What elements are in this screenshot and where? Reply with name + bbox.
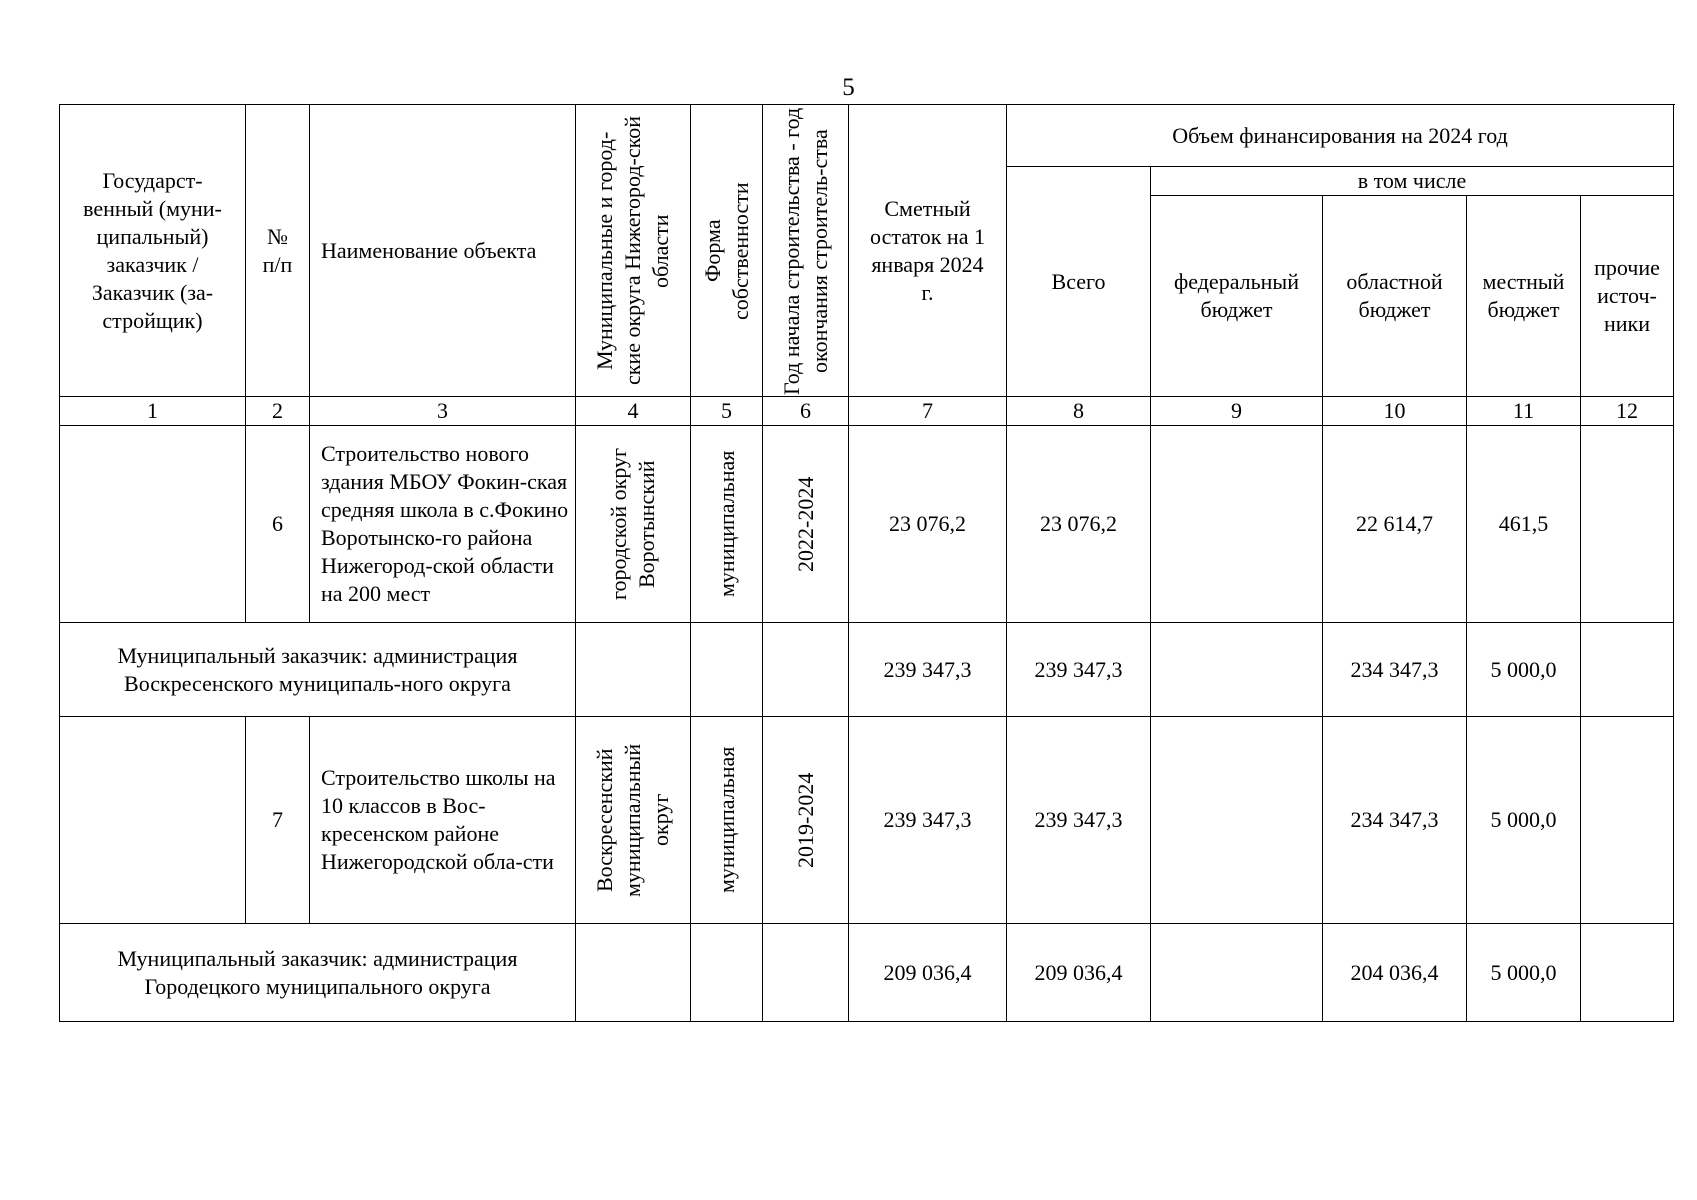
total-value: 209 036,4 [1007,924,1151,1022]
column-number: 7 [849,397,1007,426]
header-ownership: Форма собственности [691,105,763,397]
header-local: местный бюджет [1467,196,1581,397]
estimate-value: 239 347,3 [849,717,1007,924]
header-other: прочие источ-ники [1581,196,1674,397]
years [763,623,849,717]
object-row [60,717,1674,924]
regional-value: 234 347,3 [1323,623,1467,717]
object-row [60,426,1674,623]
other-value [1581,623,1674,717]
other-value [1581,717,1674,924]
ownership: муниципальная [691,426,763,623]
total-value: 239 347,3 [1007,623,1151,717]
other-value [1581,924,1674,1022]
local-value: 5 000,0 [1467,623,1581,717]
customer-row [60,623,1674,717]
header-row-1 [60,105,1674,167]
header-financing: Объем финансирования на 2024 год [1007,105,1674,167]
header-total: Всего [1007,167,1151,397]
column-number: 3 [310,397,576,426]
customer-cell [60,426,246,623]
federal-value [1151,623,1323,717]
column-number: 9 [1151,397,1323,426]
ownership: муниципальная [691,717,763,924]
ownership [691,924,763,1022]
total-value: 239 347,3 [1007,717,1151,924]
column-number: 5 [691,397,763,426]
years: 2019-2024 [763,717,849,924]
financing-table [59,104,1674,1022]
estimate-value: 239 347,3 [849,623,1007,717]
total-value: 23 076,2 [1007,426,1151,623]
customer-row [60,924,1674,1022]
years [763,924,849,1022]
header-number: № п/п [246,105,310,397]
row-number: 6 [246,426,310,623]
municipality: городской округ Воротынский [576,426,691,623]
column-number: 2 [246,397,310,426]
customer-cell [60,717,246,924]
page-number: 5 [842,74,855,101]
federal-value [1151,924,1323,1022]
local-value: 5 000,0 [1467,717,1581,924]
regional-value: 234 347,3 [1323,717,1467,924]
column-number: 11 [1467,397,1581,426]
header-estimate: Сметный остаток на 1 января 2024 г. [849,105,1007,397]
header-customer: Государст-венный (муни-ципальный) заказчик / Заказчик (за-стройщик) [60,105,246,397]
municipality [576,924,691,1022]
header-regional: областной бюджет [1323,196,1467,397]
column-number: 1 [60,397,246,426]
object-name: Строительство нового здания МБОУ Фокин-ская средняя школа в с.Фокино Воротынско-го района Нижегород-ской области на 200 мест [310,426,576,623]
regional-value: 22 614,7 [1323,426,1467,623]
customer-label: Муниципальный заказчик: администрация Городецкого муниципального округа [60,924,576,1022]
header-including: в том числе [1151,167,1674,196]
column-number: 8 [1007,397,1151,426]
years: 2022-2024 [763,426,849,623]
ownership [691,623,763,717]
municipality: Воскресенский муниципальный округ [576,717,691,924]
object-name: Строительство школы на 10 классов в Вос-кресенском районе Нижегородской обла-сти [310,717,576,924]
municipality [576,623,691,717]
column-number: 10 [1323,397,1467,426]
customer-label: Муниципальный заказчик: администрация Воскресенского муниципаль-ного округа [60,623,576,717]
column-number: 6 [763,397,849,426]
header-federal: федеральный бюджет [1151,196,1323,397]
federal-value [1151,426,1323,623]
column-number: 4 [576,397,691,426]
federal-value [1151,717,1323,924]
row-number: 7 [246,717,310,924]
local-value: 5 000,0 [1467,924,1581,1022]
header-object-name: Наименование объекта [310,105,576,397]
column-number: 12 [1581,397,1674,426]
local-value: 461,5 [1467,426,1581,623]
other-value [1581,426,1674,623]
regional-value: 204 036,4 [1323,924,1467,1022]
header-municipalities: Муниципальные и город-ские округа Нижегород-ской области [576,105,691,397]
estimate-value: 23 076,2 [849,426,1007,623]
column-numbers-row [60,397,1674,426]
header-years: Год начала строительства - год окончания строитель-ства [763,105,849,397]
estimate-value: 209 036,4 [849,924,1007,1022]
